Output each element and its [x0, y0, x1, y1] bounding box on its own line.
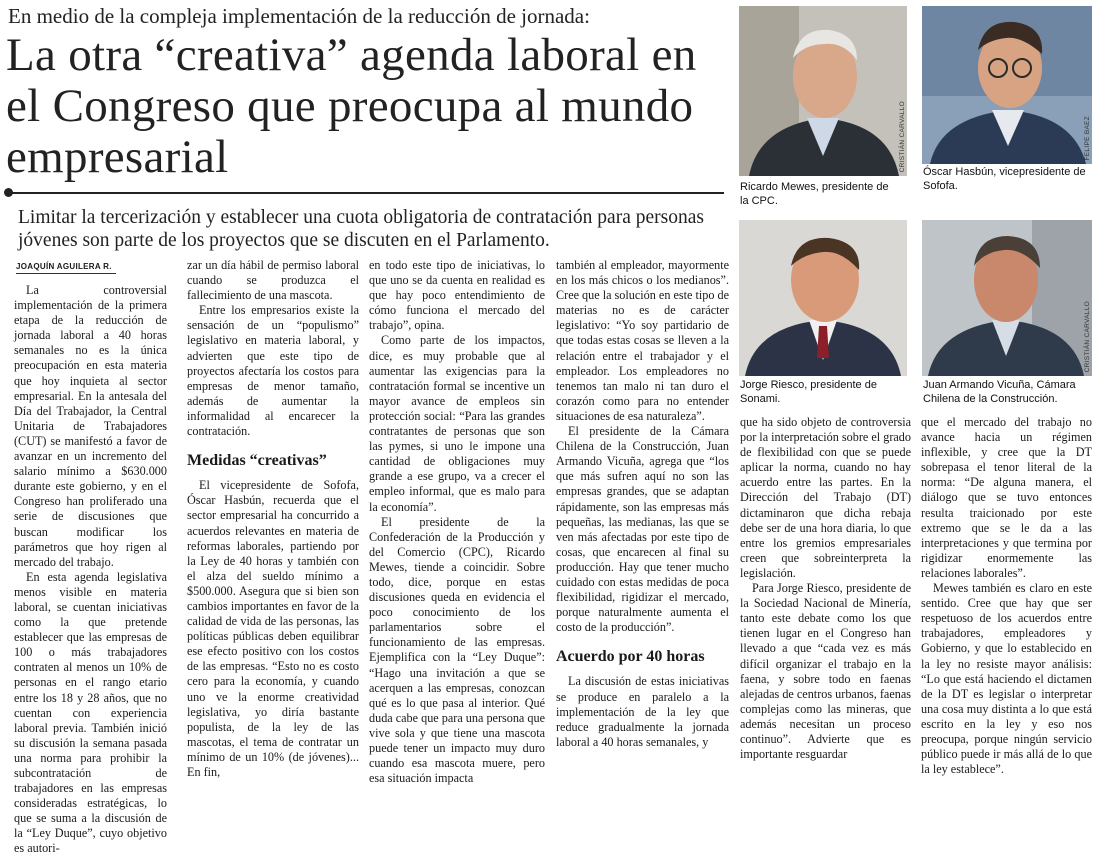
photo-vicuna: [922, 220, 1092, 376]
article-column-1: [14, 283, 167, 856]
paragraph: La discusión de estas iniciativas se produce en paralelo a la implementación de la ley que reduce gradualmente la jornada laboral a 40 horas semanales, y: [556, 674, 729, 749]
article-column-3: [369, 258, 545, 786]
article-column-5: [740, 415, 911, 762]
portrait-hasbun: [922, 6, 1092, 164]
photo-hasbun: [922, 6, 1092, 164]
subheading: Medidas “creativas”: [187, 452, 327, 470]
article-column-2: [187, 258, 359, 779]
paragraph: El presidente de la Confederación de la Producción y del Comercio (CPC), Ricardo Mewes, tiende a coincidir. Sobre todo, dice, porque en estas discusiones queda en evidencia el poco conocimiento de los parlamentarios sobre el funcionamiento de las empresas. Ejemplifica con la “Ley Duque”: “Hago una invitación a que se acerquen a las empresas, conozcan qué es lo que pasa al interior. Qué duda cabe que para una persona que vive sola y que tiene una mascota puede tener un impacto muy duro cuando esa mascota muere, pero esa situación impacta: [369, 514, 545, 786]
paragraph: La controversial implementación de la primera etapa de la reducción de jornada laboral a 40 horas semanales no es la única preocupación en esta materia que hoy inquieta al sector empresarial. En la antesala del Día del Trabajador, la Central Unitaria de Trabajadores (CUT) se manifestó a favor de avanzar en un incremento del salario mínimo a $630.000 durante este gobierno, y en el Congreso han proliferado una serie de discusiones que buscan modificar los parámetros que hoy rigen al mercado del trabajo.: [14, 283, 167, 569]
photo-credit: CRISTIÁN CARVALLO: [899, 100, 906, 172]
paragraph: El presidente de la Cámara Chilena de la Construcción, Juan Armando Vicuña, agrega que “los que más sufren aquí no son las empresas grandes, que se adaptan rápidamente, son las empresas más pequeñas, las medianas, las que se ven más afectadas por este tipo de cosas, que encarecen al final su producción. Hay que tener mucho cuidado con estas medidas de poca flexibilidad, rigidizar el mercado, porque naturalmente aumenta el costo de la producción”.: [556, 424, 729, 635]
paragraph: que ha sido objeto de controversia por la interpretación sobre el grado de flexibilidad con que se puede aplicar la norma, cuando no hay acuerdo entre las partes. En la Dirección del Trabajo (DT) dictaminaron que dicha rebaja debe ser de una hora diaria, lo que entre los gremios empresariales creen que sobreinterpreta la legislación.: [740, 415, 911, 580]
photo-credit: FELIPE BAEZ: [1084, 115, 1091, 160]
photo-credit: CRISTIÁN CARVALLO: [1084, 300, 1091, 372]
photo-mewes: [739, 6, 907, 176]
paragraph: Como parte de los impactos, dice, es muy probable que al aumentar las exigencias para la contratación formal se incentive un mayor avance de empleos sin protección social: “Para las grandes contratantes de personas que son las pymes, si uno le impone una cantidad de obligaciones muy grande a ese grupo, va a crecer el empleo informal, que es malo para la economía”.: [369, 333, 545, 514]
photo-caption: Óscar Hasbún, vicepresidente de Sofofa.: [923, 166, 1086, 192]
paragraph: El vicepresidente de Sofofa, Óscar Hasbún, recuerda que el sector empresarial ha concurrido a acuerdos relevantes en materia de reformas laborales, partiendo por la Ley de 40 horas y también con el alza del sueldo mínimo a $500.000. Asegura que si bien son cambios importantes en favor de la calidad de vida de las personas, las políticas públicas deben equilibrar ese efecto positivo con los costos de las empresas. “Esto no es costo cero para la economía, y cuando uno ve la enorme creatividad legislativa, yo diría bastante populista, de la ley de las mascotas, el tema de contratar un mínimo de un 10% (de jóvenes)... En fin,: [187, 478, 359, 779]
paragraph: En esta agenda legislativa menos visible en materia laboral, se cuentan iniciativas como la que pretende establecer que las empresas de 100 o más trabajadores contraten al menos un 10% de personas en el rango etario entre los 18 y 28 años, que no cuentan con experiencia laboral previa. También inició su discusión la semana pasada una norma para prohibir la subcontratación de trabajadores en las empresas consideradas estratégicas, lo que se suma a la discusión de la “Ley Duque”, cuyo objetivo es autori-: [14, 569, 167, 856]
paragraph: también al empleador, mayormente en los más chicos o los medianos”. Cree que la solución en este tipo de materias no es de carácter legislativo: “Yo soy partidario de que todas estas cosas se lleven a la relación entre el trabajador y el empleador. Los empleadores no tenemos tan malo ni tan duro el corazón como para no entender situaciones de esa naturaleza”.: [556, 258, 729, 423]
paragraph: que el mercado del trabajo no avance hacia un régimen inflexible, y cree que la DT sobrepasa el tenor literal de la norma: “De alguna manera, el diálogo que se tuvo entonces resulta traicionado por este extremo que se le da a las interpretaciones y que termina por rigidizar enormemente las relaciones laborales”.: [921, 415, 1092, 580]
kicker: En medio de la compleja implementación de la reducción de jornada:: [8, 4, 590, 28]
paragraph: Para Jorge Riesco, presidente de la Sociedad Nacional de Minería, tanto este debate como los que tienen lugar en el Congreso han llevado a que “cada vez es más difícil organizar el trabajo en la faena, y sobre todo en faenas alejadas de centros urbanos, faenas complejas como las mineras, que además necesitan un proceso continuo”. Advierte que es importante resguardar: [740, 581, 911, 762]
paragraph: en todo este tipo de iniciativas, lo que uno se da cuenta en realidad es que hay poco entendimiento de cómo funciona el mercado del trabajo”, opina.: [369, 258, 545, 333]
paragraph: Mewes también es claro en este sentido. Cree que hay que ser respetuoso de los acuerdos entre trabajadores, empleadores y Gobierno, y que lo establecido en la ley no resiste mayor análisis: “Lo que está haciendo el dictamen de la DT es legislar o interpretar una cosa muy distinta a lo que está escrito en la ley y eso nos preocupa, porque ningún servicio público puede ir más allá de lo que la ley establece”.: [921, 581, 1092, 777]
portrait-vicuna: [922, 220, 1092, 376]
article-column-4: [556, 258, 729, 749]
deck: Limitar la tercerización y establecer una cuota obligatoria de contratación para personas jóvenes son parte de los proyectos que se discuten en el Parlamento.: [18, 207, 704, 251]
subheading: Acuerdo por 40 horas: [556, 648, 705, 666]
portrait-riesco: [739, 220, 907, 376]
headline-rule: [6, 192, 724, 194]
photo-caption: Jorge Riesco, presidente de Sonami.: [740, 379, 877, 405]
paragraph: Entre los empresarios existe la sensación de un “populismo” legislativo en materia laboral, y advierten que este tipo de proyectos afectaría los costos para empresas de menor tamaño, además de aumentar la informalidad al encarecer la contratación.: [187, 303, 359, 439]
headline: La otra “creativa” agenda laboral en el Congreso que preocupa al mundo empresarial: [6, 29, 697, 183]
photo-caption: Ricardo Mewes, presidente de la CPC.: [740, 181, 889, 207]
portrait-mewes: [739, 6, 907, 176]
byline: JOAQUÍN AGUILERA R.: [16, 262, 116, 274]
article-column-6: [921, 415, 1092, 777]
photo-caption: Juan Armando Vicuña, Cámara Chilena de la Construcción.: [923, 379, 1076, 405]
photo-riesco: [739, 220, 907, 376]
paragraph: zar un día hábil de permiso laboral cuando se produzca el fallecimiento de una mascota.: [187, 258, 359, 303]
